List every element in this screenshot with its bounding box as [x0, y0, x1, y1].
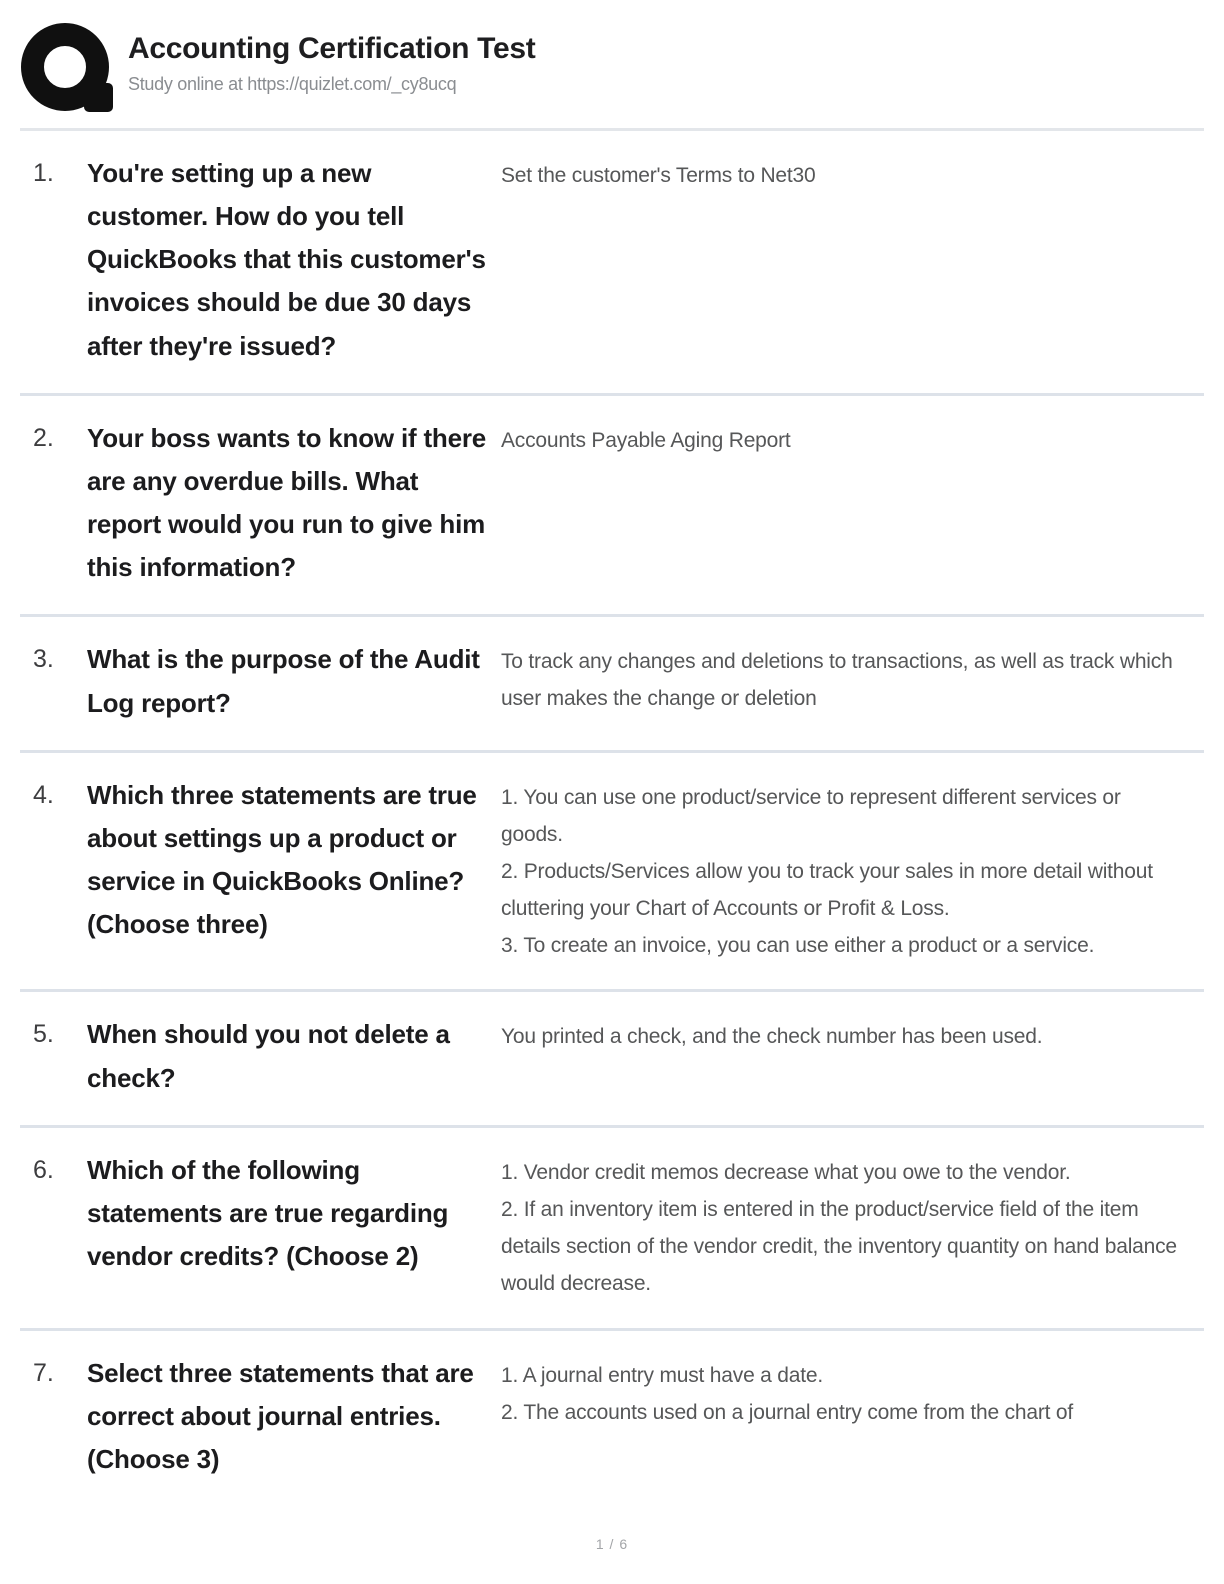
answer-line: 1. A journal entry must have a date. [501, 1363, 824, 1387]
answer-line: You printed a check, and the check number has been used. [501, 1025, 1043, 1049]
question-text: Which three statements are true about settings up a product or service in QuickBooks Online? (Choose three) [87, 779, 477, 940]
question-text: What is the purpose of the Audit Log report? [87, 644, 480, 718]
answer-text [501, 1352, 1179, 1432]
answer-line: To track any changes and deletions to transactions, as well as track which user makes the change or deletion [501, 650, 1173, 711]
header [20, 22, 1204, 131]
answer-text [501, 1149, 1179, 1303]
qa-row-7 [20, 1331, 1204, 1506]
page-title: Accounting Certification Test [128, 32, 536, 65]
answer-line: 2. Products/Services allow you to track your sales in more detail without cluttering your Chart of Accounts or Profit & Loss. [501, 859, 1153, 920]
answer-text [501, 638, 1179, 718]
qa-row-3 [20, 617, 1204, 752]
answer-line: 3. To create an invoice, you can use either a product or a service. [501, 933, 1095, 957]
question-text: You're setting up a new customer. How do you tell QuickBooks that this customer's invoices should be due 30 days after they're issued? [87, 158, 486, 361]
answer-line: 2. If an inventory item is entered in the product/service field of the item details section of the vendor credit, the inventory quantity on hand balance would decrease. [501, 1197, 1177, 1295]
question-number: 5. [33, 1020, 54, 1049]
qa-row-5 [20, 992, 1204, 1127]
question-number: 2. [33, 423, 54, 452]
logo-tail [84, 83, 113, 112]
question-number: 7. [33, 1358, 54, 1387]
question-text: Select three statements that are correct about journal entries. (Choose 3) [87, 1357, 474, 1474]
answer-line: Accounts Payable Aging Report [501, 428, 791, 452]
question-answer-list [20, 131, 1204, 1506]
answer-text [501, 774, 1179, 965]
page-footer [0, 1536, 1224, 1552]
answer-text [501, 152, 1179, 195]
answer-line: 2. The accounts used on a journal entry come from the chart of [501, 1400, 1074, 1424]
question-number: 6. [33, 1155, 54, 1184]
page-number: 1 / 6 [595, 1536, 629, 1552]
qa-row-1 [20, 131, 1204, 396]
qa-row-6 [20, 1128, 1204, 1331]
qa-row-2 [20, 396, 1204, 618]
answer-text [501, 417, 1179, 460]
answer-line: Set the customer's Terms to Net30 [501, 164, 816, 187]
quizlet-q-logo-icon [20, 22, 114, 116]
question-number: 4. [33, 780, 54, 809]
answer-line: 1. You can use one product/service to represent different services or goods. [501, 785, 1121, 846]
question-text: When should you not delete a check? [87, 1019, 450, 1093]
question-text: Your boss wants to know if there are any overdue bills. What report would you run to give him this information? [87, 422, 487, 583]
answer-text [501, 1013, 1179, 1056]
question-number: 3. [33, 645, 54, 674]
study-online-link: Study online at https://quizlet.com/_cy8ucq [128, 73, 457, 94]
answer-line: 1. Vendor credit memos decrease what you owe to the vendor. [501, 1160, 1071, 1184]
question-number: 1. [33, 159, 54, 187]
question-text: Which of the following statements are true regarding vendor credits? (Choose 2) [87, 1154, 449, 1272]
qa-row-4 [20, 753, 1204, 993]
header-text [128, 22, 535, 95]
